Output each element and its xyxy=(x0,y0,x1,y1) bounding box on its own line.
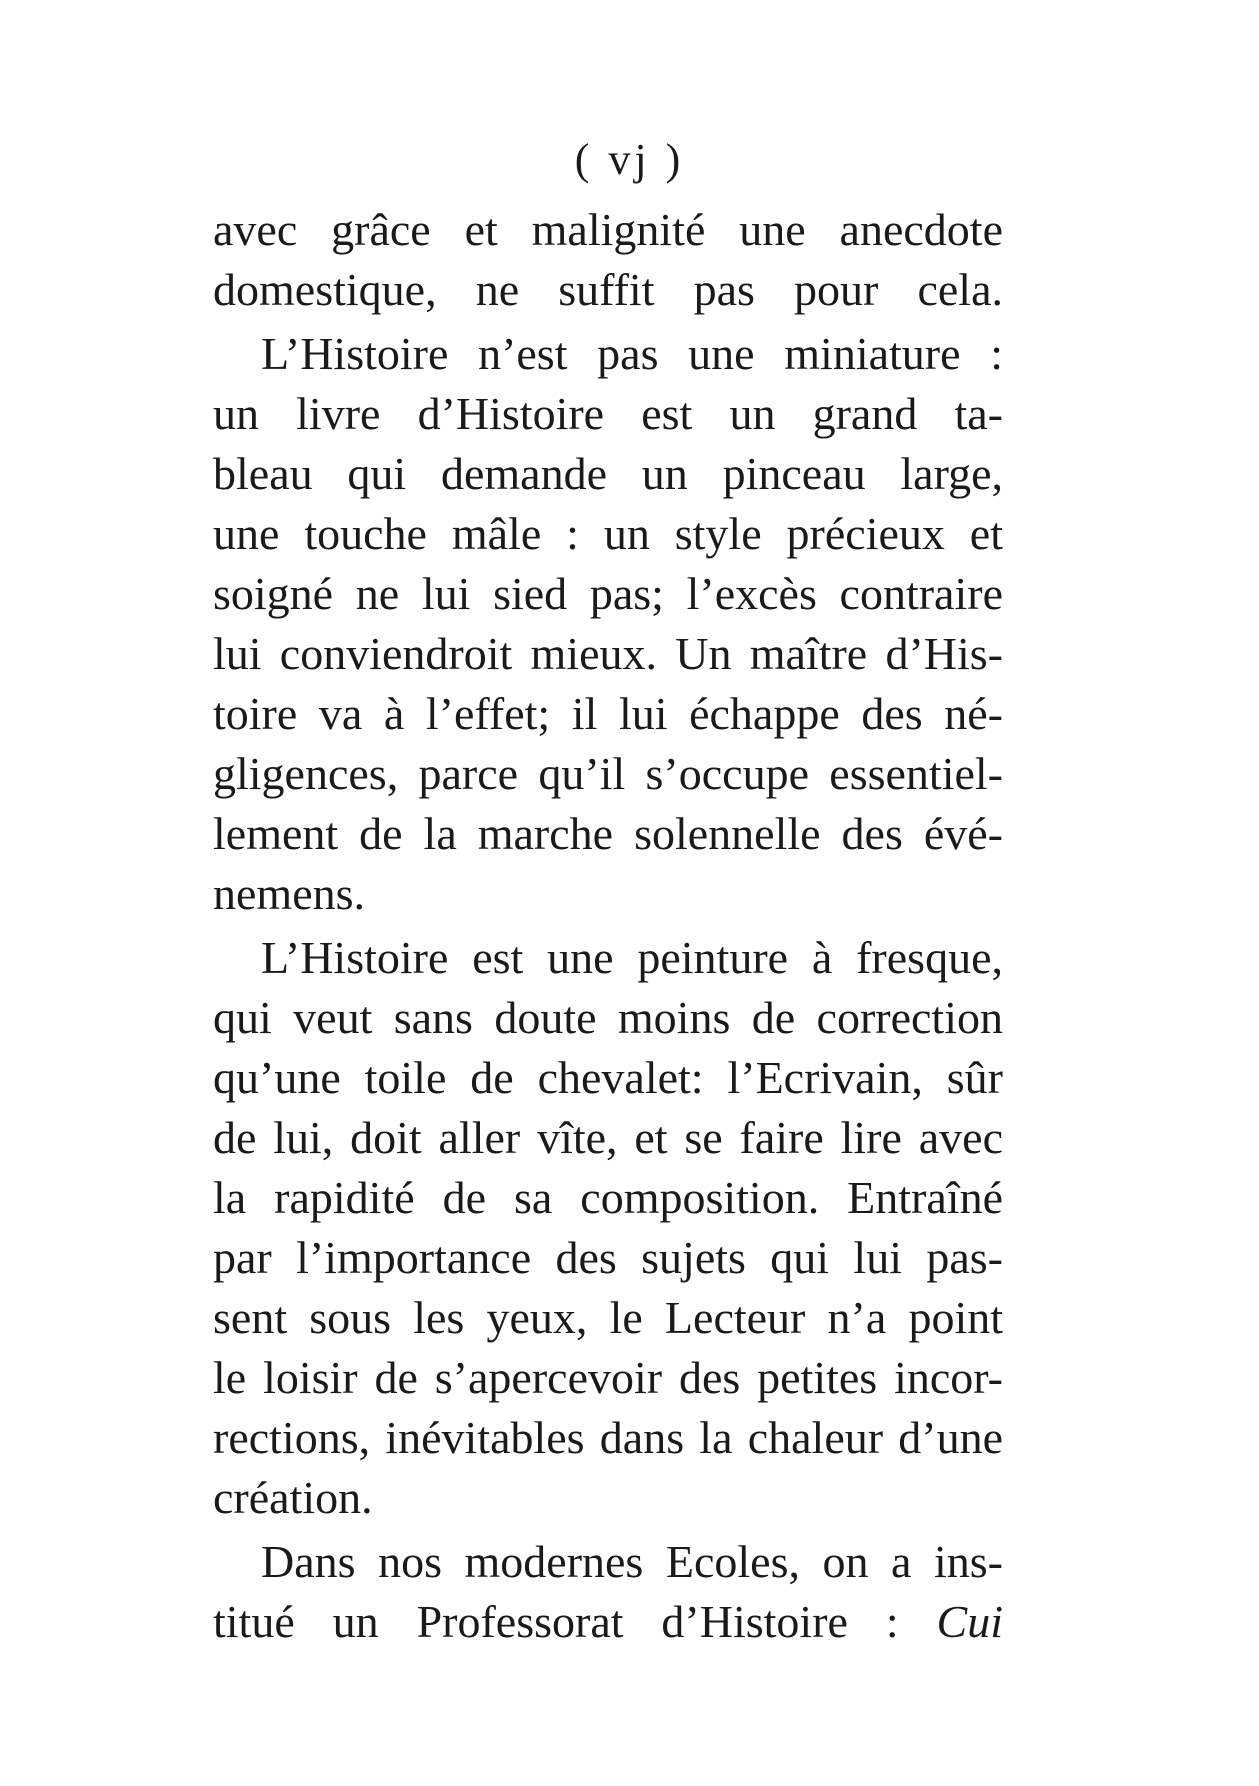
text-line: L’Histoire n’est pas une miniature : xyxy=(261,328,1003,379)
text-line: la rapidité de sa composition. Entraîné xyxy=(213,1172,1003,1223)
text-line: création. xyxy=(213,1472,373,1523)
text-line: de lui, doit aller vîte, et se faire lire avec xyxy=(213,1112,1003,1163)
text-line: lui conviendroit mieux. Un maître d’His- xyxy=(213,628,1003,679)
italic-word: Cui xyxy=(936,1596,1003,1647)
text-line: qu’une toile de chevalet: l’Ecrivain, sûr xyxy=(213,1052,1003,1103)
text-line: Dans nos modernes Ecoles, on a ins- xyxy=(261,1536,1003,1587)
text-line-final xyxy=(213,1592,1003,1652)
text-line: par l’importance des sujets qui lui pas- xyxy=(213,1232,1003,1283)
text-line: soigné ne lui sied pas; l’excès contraire xyxy=(213,568,1003,619)
text-line: bleau qui demande un pinceau large, xyxy=(213,448,1003,499)
body-text xyxy=(213,200,1003,1652)
text-line: gligences, parce qu’il s’occupe essentiel- xyxy=(213,748,1003,799)
text-line: nemens. xyxy=(213,868,366,919)
text-line: L’Histoire est une peinture à fresque, xyxy=(261,932,1003,983)
text-line: avec grâce et malignité une anecdote xyxy=(213,204,1003,255)
text-line: toire va à l’effet; il lui échappe des né- xyxy=(213,688,1003,739)
page-number: ( vj ) xyxy=(574,135,685,184)
text-line: rections, inévitables dans la chaleur d’une xyxy=(213,1412,1003,1463)
text-line: le loisir de s’apercevoir des petites incor- xyxy=(213,1352,1003,1403)
text-line: un livre d’Histoire est un grand ta- xyxy=(213,388,1003,439)
text-line: sent sous les yeux, le Lecteur n’a point xyxy=(213,1292,1003,1343)
text-line: domestique, ne suffit pas pour cela. xyxy=(213,264,1003,315)
text-line: lement de la marche solennelle des évé- xyxy=(213,808,1003,859)
text-line: qui veut sans doute moins de correction xyxy=(213,992,1003,1043)
text-line: une touche mâle : un style précieux et xyxy=(213,508,1003,559)
text-segment: titué un Professorat d’Histoire : xyxy=(213,1596,899,1647)
